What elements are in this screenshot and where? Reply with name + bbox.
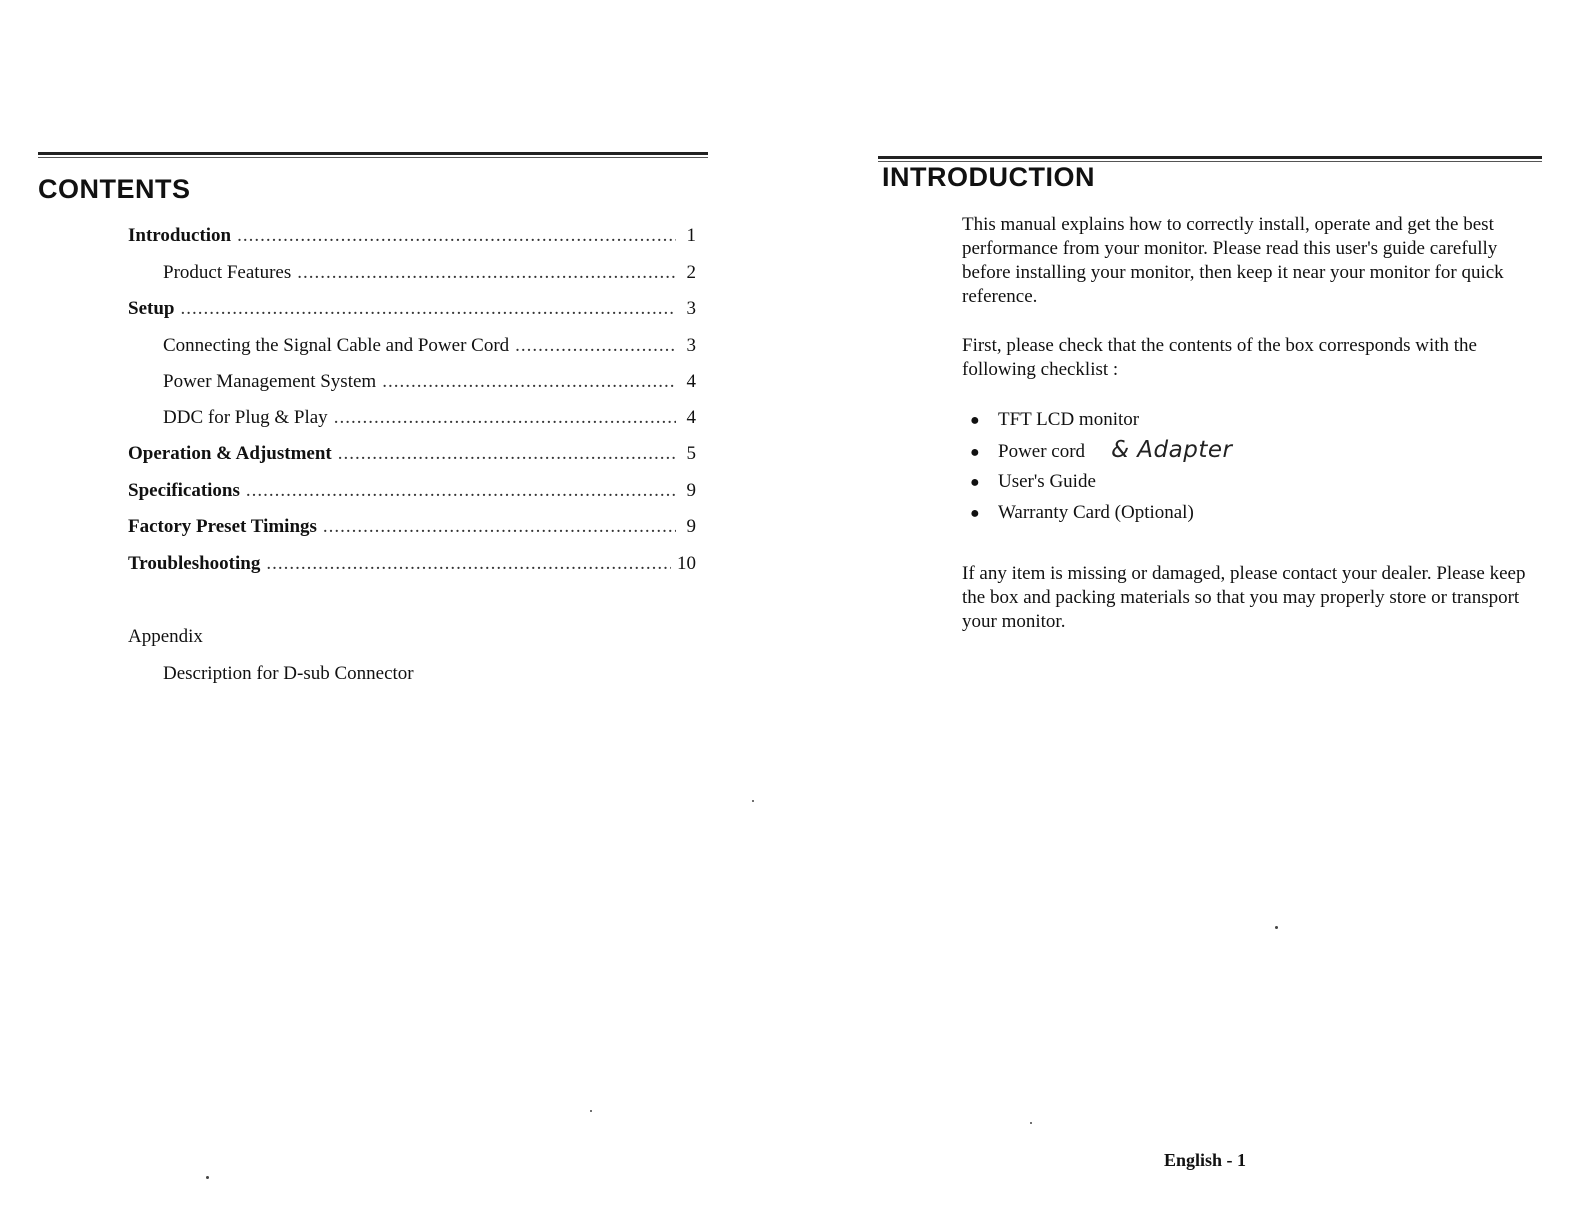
toc-leader-dots	[515, 334, 676, 358]
checklist-item	[970, 466, 1232, 497]
toc-entry-connecting-signal-cable[interactable]	[163, 334, 696, 358]
toc-page-number: 2	[686, 262, 696, 283]
scan-speck	[206, 1176, 209, 1179]
checklist-item-label: Power cord	[998, 441, 1086, 462]
toc-entry-factory-preset-timings[interactable]	[128, 515, 696, 539]
introduction-heading: INTRODUCTION	[882, 162, 1095, 192]
toc-entry-specifications[interactable]	[128, 479, 696, 503]
contents-top-rule	[38, 152, 708, 155]
bullet-icon: ●	[970, 444, 980, 461]
toc-entry-ddc-plug-play[interactable]	[163, 406, 696, 430]
scan-speck	[1030, 1122, 1032, 1124]
toc-page-number: 3	[686, 335, 696, 356]
toc-title: Setup	[128, 298, 175, 319]
toc-entry-power-management[interactable]	[163, 370, 696, 394]
toc-title: Connecting the Signal Cable and Power Cord	[163, 335, 510, 356]
introduction-top-rule	[878, 156, 1542, 159]
toc-title: Product Features	[163, 262, 292, 283]
introduction-paragraph-1: This manual explains how to correctly install, operate and get the best performance from your monitor. Please read this user's guide carefully before installing your monitor, then keep it near your monitor for quick reference.	[962, 214, 1504, 307]
toc-page-number: 9	[686, 516, 696, 537]
toc-leader-dots	[180, 297, 676, 321]
bullet-icon: ●	[970, 505, 980, 522]
checklist-item-label: User's Guide	[998, 471, 1096, 492]
scan-speck	[752, 800, 754, 802]
checklist-item	[970, 404, 1232, 435]
checklist-item-label: TFT LCD monitor	[998, 409, 1140, 430]
checklist-item-label: Warranty Card (Optional)	[998, 502, 1194, 523]
toc-title: Specifications	[128, 480, 240, 501]
checklist-item	[970, 497, 1232, 528]
checklist-item	[970, 435, 1232, 466]
toc-page-number: 9	[686, 480, 696, 501]
toc-page-number: 4	[686, 407, 696, 428]
toc-entry-product-features[interactable]	[163, 261, 696, 285]
toc-title: Factory Preset Timings	[128, 516, 317, 537]
appendix-item[interactable]: Description for D-sub Connector	[163, 663, 414, 684]
scan-speck	[1275, 926, 1278, 929]
appendix-heading: Appendix	[128, 626, 203, 647]
toc-page-number: 5	[686, 443, 696, 464]
handwritten-note: & Adapter	[1111, 437, 1233, 463]
toc-entry-troubleshooting[interactable]	[128, 552, 696, 576]
toc-entry-setup[interactable]	[128, 297, 696, 321]
box-contents-checklist	[970, 404, 1232, 528]
introduction-paragraph-2: First, please check that the contents of the box corresponds with the following checklist :	[962, 335, 1477, 380]
toc-title: Introduction	[128, 225, 232, 246]
contents-top-rule-secondary	[38, 157, 708, 158]
toc-page-number: 4	[686, 371, 696, 392]
toc-leader-dots	[338, 442, 676, 466]
toc-leader-dots	[323, 515, 676, 539]
scan-speck	[590, 1110, 592, 1112]
toc-entry-operation-adjustment[interactable]	[128, 442, 696, 466]
toc-entry-introduction[interactable]	[128, 224, 696, 248]
bullet-icon: ●	[970, 412, 980, 429]
toc-title: Operation & Adjustment	[128, 443, 332, 464]
toc-title: Power Management System	[163, 371, 377, 392]
toc-title: Troubleshooting	[128, 553, 261, 574]
toc-page-number: 1	[686, 225, 696, 246]
page-number-footer: English - 1	[1164, 1150, 1247, 1170]
toc-page-number: 3	[686, 298, 696, 319]
introduction-paragraph-3: If any item is missing or damaged, please contact your dealer. Please keep the box and packing materials so that you may properly store or transport your monitor.	[962, 563, 1526, 632]
toc-leader-dots	[334, 406, 676, 430]
toc-leader-dots	[237, 224, 676, 248]
toc-leader-dots	[297, 261, 676, 285]
toc-leader-dots	[246, 479, 676, 503]
bullet-icon: ●	[970, 474, 980, 491]
toc-leader-dots	[382, 370, 676, 394]
toc-leader-dots	[266, 552, 671, 576]
toc-title: DDC for Plug & Play	[163, 407, 328, 428]
contents-heading: CONTENTS	[38, 174, 191, 204]
toc-page-number: 10	[677, 553, 696, 574]
